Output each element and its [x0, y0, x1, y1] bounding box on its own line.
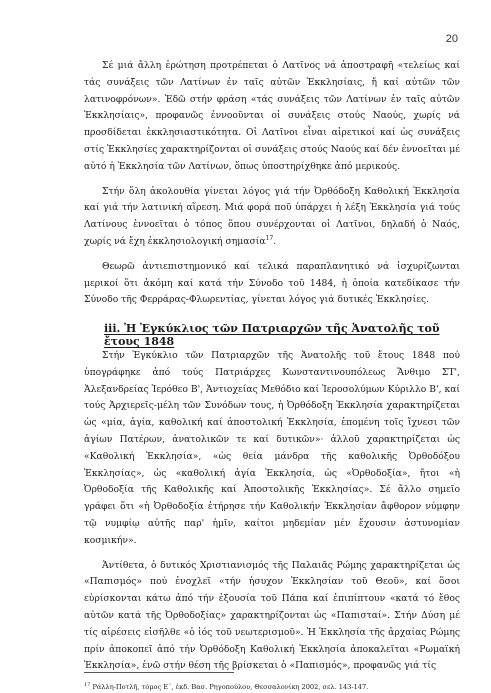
section-heading: iii. Ἡ Ἐγκύκλιος τῶν Πατριαρχῶν τῆς Ἀνατολῆς τοῦ ἔτους 1848 — [104, 322, 440, 348]
paragraph — [84, 259, 460, 309]
body-text-bottom — [84, 348, 460, 683]
footnote-marker: 17 — [84, 682, 91, 688]
paragraph-text: Στήν Ἐγκύκλιο τῶν Πατριαρχῶν τῆς Ἀνατολῆς τοῦ ἔτους 1848 πού ὑπογράφηκε ἀπό τούς Πατριάρχες Κωνσταντινουπόλεως Ἄνθιμο ΣΤ', Ἀλεξανδρείας Ἱερόθεο Β', Ἀντιοχείας Μεθόδιο καί Ἱεροσολύμων Κύριλλο Β', καί τούς Ἀρχιερεῖς-μέλη τῶν Συνόδων τους, ἡ Ὀρθόδοξη Ἐκκλησία χαρακτηρίζεται ὡς «μία, ἁγία, καθολική καί ἀποστολική Ἐκκλησία, ἑπομένη τοῖς ἴχνεσι τῶν ἁγίων Πατέρων, ἀνατολικῶν τε καί δυτικῶν»· ἀλλοῦ χαρακτηρίζεται ὡς «Καθολική Ἐκκλησία», «ὡς θεία μάνδρα τῆς καθολικῆς Ὀρθοδόξου Ἐκκλησίας», ὡς «καθολική ἁγία Ἐκκλησία, ὡς «Ὀρθοδοξία», ἤτοι «ἡ Ὀρθοδοξία τῆς Καθολικῆς καί Ἀποστολικῆς Ἐκκλησίας». Σέ ἄλλο σημεῖο γράφει ὅτι «ἡ Ὀρθοδοξία ἐτήρησε τήν Καθολικήν Ἐκκλησίαν ἄφθορον νύμφην τῷ νυμφίῳ αὐτῆς παρ' ἡμῖν, καίτοι μηδεμίαν μέν ἔχουσιν ἀστυνομίαν κοσμικήν». — [84, 350, 460, 546]
paragraph — [84, 348, 460, 550]
footnote-divider — [84, 672, 234, 673]
paragraph — [84, 58, 460, 176]
body-text-top — [84, 58, 460, 317]
paragraph-tail: . — [273, 235, 277, 247]
paragraph-text: Στήν ὅλη ἀκολουθία γίνεται λόγος γιά τήν Ὀρθόδοξη Καθολική Ἐκκλησία καί γιά τήν λατινική αἵρεση. Μιά φορά ποῦ ὑπάρχει ἡ λέξη Ἐκκλησία γιά τούς Λατίνους ἐννοεῖται ὁ τόπος ὅπου συνέρχονται οἱ Λατῖνοι, δηλαδή ὁ Ναός, χωρίς νά ἔχη ἐκκλησιολογική σημασία — [84, 185, 460, 247]
paragraph — [84, 184, 460, 251]
paragraph — [84, 558, 460, 676]
paragraph-text: Θεωρῶ ἀντιεπιστημονικό καί τελικά παραπλανητικό νά ἰσχυρίζωνται μερικοί ὅτι ἀκόμη καί κατά τήν Σύνοδο τοῦ 1484, ἡ ὁποία κατεδίκασε τήν Σύνοδο τῆς Φερράρας-Φλωρεντίας, γίνεται λόγος γιά δυτικές Ἐκκλησίες. — [84, 260, 460, 306]
paragraph-text: Σέ μιά ἄλλη ἐρώτηση προτρέπεται ὁ Λατῖνος νά ἀποστραφῆ «τελείως καί τάς συνάξεις τῶν Λατίνων ἐν ταῖς αὐτῶν Ἐκκλησίαις, ἤ καί αὐτῶν τῶν λατινοφρόνων». Ἐδῶ στήν φράση «τάς συνάξεις τῶν Λατίνων ἐν ταῖς αὐτῶν Ἐκκλησίαις», προφανῶς ἐννοοῦνται οἱ συνάξεις στούς Ναούς, χωρίς νά προσδίδεται ἐκκλησιαστικότητα. Οἱ Λατῖνοι εἶναι αἱρετικοί καί ὡς συνάξεις στίς Ἐκκλησίες χαρακτηρίζονται οἱ συνάξεις στούς Ναούς καί δέν ἐννοεῖται μέ αὐτό ἡ Ἐκκλησία τῶν Λατίνων, ὅπως ὑποστηρίχθηκε ἀπό μερικούς. — [84, 60, 460, 172]
paragraph-text: Ἀντίθετα, ὁ δυτικός Χριστιανισμός τῆς Παλαιᾶς Ρώμης χαρακτηρίζεται ὡς «Παπισμός» πού ἐνοχλεῖ «τήν ἡσυχον Ἐκκλησίαν τοῦ Θεοῦ», καί ὅσοι εὑρίσκονται κάτω ἀπό τήν ἐξουσία τοῦ Πάπα καί ἐπιπίπτουν «κατά τό ἔθος αὐτῶν κατά τῆς Ὀρθοδοξίας» χαρακτηρίζονται ὡς «Παπισταί». Στήν Δύση μέ τίς αἱρέσεις εἰσῆλθε «ὁ ἰός τοῦ νεωτερισμοῦ». Ἡ Ἐκκλησία τῆς ἀρχαίας Ρώμης πρίν ἀποκοπεῖ ἀπό τήν Ὀρθόδοξη Καθολική Ἐκκλησία ἀποκαλεῖται «Ρωμαϊκή Ἐκκλησία», ἐνῶ στήν θέση τῆς βρίσκεται ὁ «Παπισμός», προφανῶς γιά τίς — [84, 559, 460, 672]
page-number: 20 — [445, 33, 458, 45]
footnote-reference[interactable]: 17 — [265, 234, 274, 242]
footnote — [84, 681, 460, 692]
footnote-text: Ράλλη-Ποτλῆ, τόμος Ε΄, ἐκδ. Βασ. Ρηγοπούλου, Θεσσαλονίκη 2002, σελ. 143-147. — [90, 683, 369, 692]
